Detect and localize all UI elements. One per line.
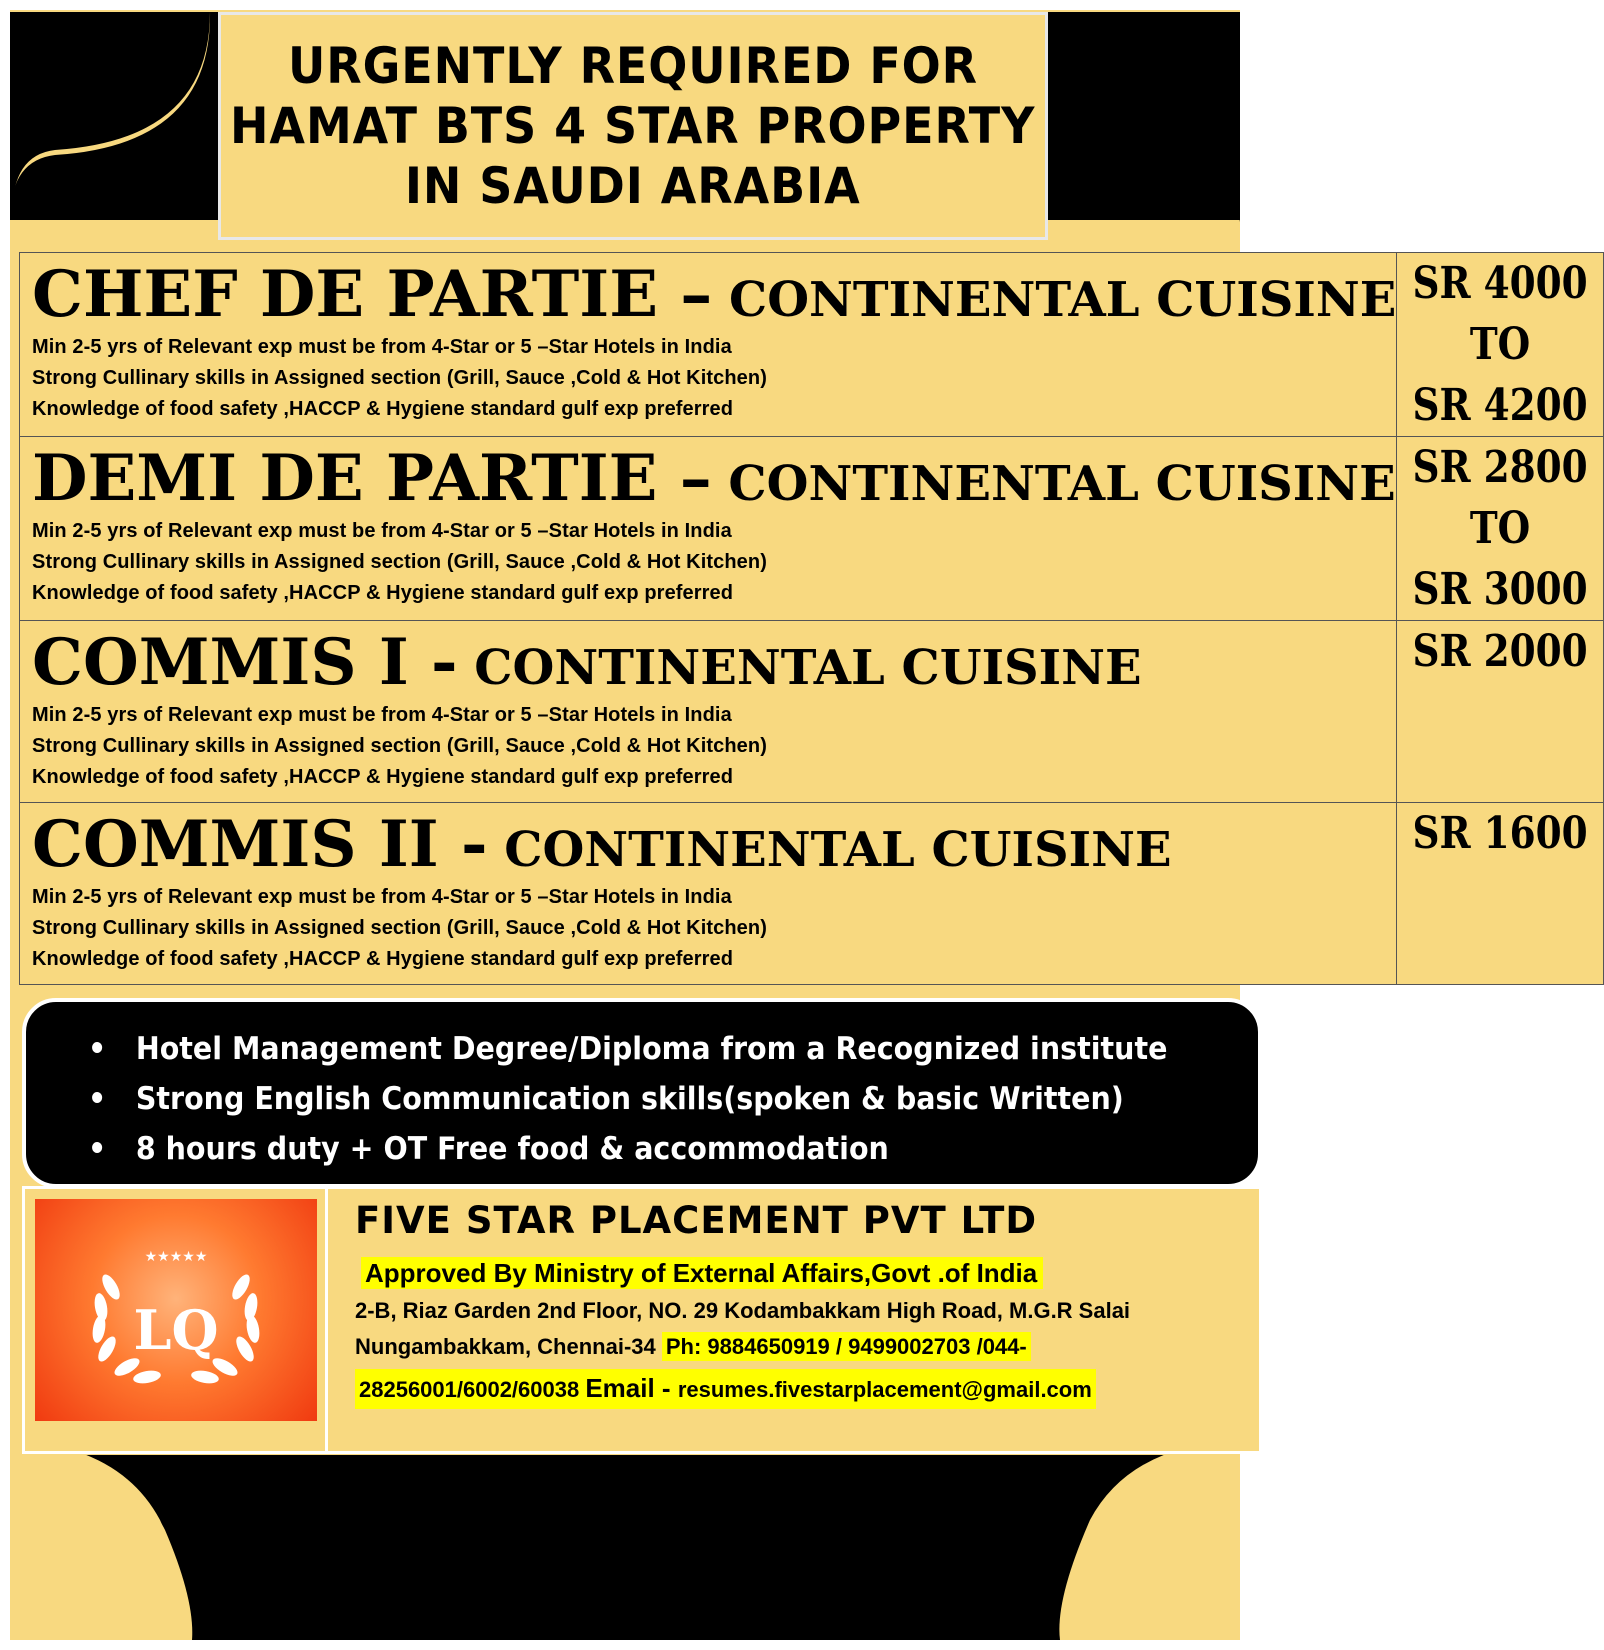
job-title-main: DEMI DE PARTIE – [32, 441, 712, 516]
job-desc-line: Knowledge of food safety ,HACCP & Hygiene standard gulf exp preferred [32, 398, 734, 420]
requirement-text: Hotel Management Degree/Diploma from a Recognized institute [135, 1031, 1168, 1067]
job-desc-line: Min 2-5 yrs of Relevant exp must be from 4-Star or 5 –Star Hotels in India [32, 520, 732, 542]
job-title [32, 441, 1396, 516]
job-desc-line: Min 2-5 yrs of Relevant exp must be from 4-Star or 5 –Star Hotels in India [32, 704, 732, 726]
address-city: Nungambakkam, Chennai-34 [355, 1334, 662, 1359]
company-name: FIVE STAR PLACEMENT PVT LTD [355, 1199, 1038, 1242]
bullet-icon: • [88, 1081, 107, 1117]
job-title-main: COMMIS II - [32, 807, 488, 882]
phone-numbers: Ph: 9884650919 / 9499002703 /044- [662, 1332, 1031, 1361]
salary-to-label: TO [1470, 503, 1531, 554]
salary-cell [1397, 621, 1604, 803]
phone-continued: 28256001/6002/60038 [359, 1377, 586, 1402]
job-desc-line: Min 2-5 yrs of Relevant exp must be from 4-Star or 5 –Star Hotels in India [32, 886, 732, 908]
job-title-main: COMMIS I - [32, 625, 458, 700]
requirement-text: 8 hours duty + OT Free food & accommodation [135, 1131, 889, 1167]
job-desc-line: Strong Cullinary skills in Assigned section (Grill, Sauce ,Cold & Hot Kitchen) [32, 551, 767, 573]
job-row-commis-2 [20, 803, 1604, 985]
approval-note: Approved By Ministry of External Affairs,Govt .of India [361, 1257, 1043, 1289]
requirements-box [22, 998, 1262, 1188]
salary-cell [1397, 253, 1604, 437]
jobs-table [19, 252, 1604, 985]
job-title-sub: CONTINENTAL CUISINE [711, 456, 1396, 512]
job-row-demi-de-partie [20, 437, 1604, 621]
salary-to: SR 3000 [1412, 564, 1588, 615]
job-row-chef-de-partie [20, 253, 1604, 437]
requirements-list [26, 1002, 1258, 1174]
job-title-sub: CONTINENTAL CUISINE [487, 822, 1172, 878]
requirement-item [88, 1024, 1168, 1074]
job-title [32, 257, 1396, 332]
bullet-icon: • [88, 1131, 107, 1167]
logo-stars: ★★★★★ [144, 1249, 208, 1265]
contact-line [355, 1369, 1096, 1409]
laurel-wreath-logo-icon [35, 1199, 317, 1421]
email-label: Email - [585, 1373, 678, 1403]
requirement-item [88, 1124, 1164, 1174]
header-box [218, 12, 1048, 240]
salary-from: SR 4000 [1412, 258, 1588, 309]
salary-value: SR 2000 [1412, 626, 1588, 677]
email-address[interactable]: resumes.fivestarplacement@gmail.com [677, 1377, 1092, 1402]
job-desc-line: Knowledge of food safety ,HACCP & Hygiene standard gulf exp preferred [32, 766, 734, 788]
logo-monogram: LQ [133, 1298, 219, 1362]
job-desc-line: Strong Cullinary skills in Assigned section (Grill, Sauce ,Cold & Hot Kitchen) [32, 735, 767, 757]
job-desc-line: Strong Cullinary skills in Assigned section (Grill, Sauce ,Cold & Hot Kitchen) [32, 917, 767, 939]
job-description [32, 516, 1396, 611]
company-footer [22, 1186, 1262, 1454]
address-line-1: 2-B, Riaz Garden 2nd Floor, NO. 29 Kodambakkam High Road, M.G.R Salai [355, 1298, 1131, 1323]
job-title-main: CHEF DE PARTIE – [32, 257, 713, 332]
job-title-sub: CONTINENTAL CUISINE [457, 640, 1142, 696]
requirement-text: Strong English Communication skills(spoken & basic Written) [135, 1081, 1124, 1117]
job-desc-line: Knowledge of food safety ,HACCP & Hygiene standard gulf exp preferred [32, 582, 734, 604]
header-line-1: URGENTLY REQUIRED FOR [287, 37, 979, 95]
job-row-commis-1 [20, 621, 1604, 803]
salary-cell [1397, 437, 1604, 621]
job-title [32, 625, 1396, 700]
job-title [32, 807, 1396, 882]
header-line-3: IN SAUDI ARABIA [405, 157, 861, 215]
job-desc-line: Min 2-5 yrs of Relevant exp must be from 4-Star or 5 –Star Hotels in India [32, 336, 732, 358]
salary-cell [1397, 803, 1604, 985]
job-description [32, 882, 1396, 977]
salary-to: SR 4200 [1412, 380, 1588, 431]
job-description [32, 700, 1396, 795]
job-cell [20, 621, 1397, 803]
frame-bottom [10, 1455, 1240, 1640]
salary-from: SR 2800 [1412, 442, 1588, 493]
bullet-icon: • [88, 1031, 107, 1067]
logo-divider [325, 1189, 328, 1451]
job-description [32, 332, 1396, 427]
job-desc-line: Knowledge of food safety ,HACCP & Hygiene standard gulf exp preferred [32, 948, 734, 970]
header-line-2: HAMAT BTS 4 STAR PROPERTY [230, 97, 1036, 155]
job-cell [20, 437, 1397, 621]
job-title-sub: CONTINENTAL CUISINE [712, 272, 1397, 328]
job-cell [20, 803, 1397, 985]
job-desc-line: Strong Cullinary skills in Assigned section (Grill, Sauce ,Cold & Hot Kitchen) [32, 367, 767, 389]
salary-value: SR 1600 [1412, 808, 1588, 859]
job-cell [20, 253, 1397, 437]
address-line-2 [355, 1329, 1031, 1365]
requirement-item [88, 1074, 1164, 1124]
salary-to-label: TO [1470, 319, 1531, 370]
